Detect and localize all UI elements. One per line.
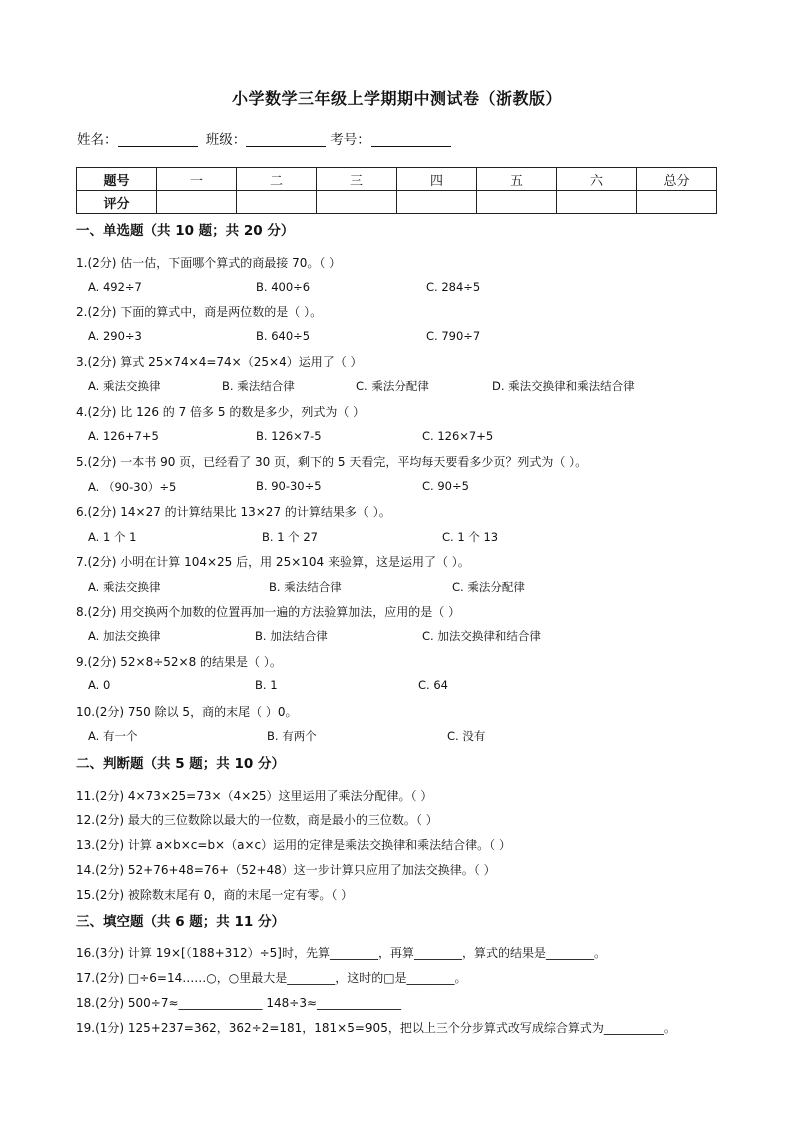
q1-option-b: B. 400÷6 — [256, 280, 311, 294]
number-field[interactable] — [371, 132, 451, 147]
question-5: 5.(2分) 一本书 90 页，已经看了 30 页，剩下的 5 天看完，平均每天要看多少页？列式为（ ）。 — [76, 455, 588, 469]
question-11: 11.(2分) 4×73×25=73×（4×25）这里运用了乘法分配律。（ ） — [76, 789, 433, 803]
q1-option-c: C. 284÷5 — [426, 280, 481, 294]
q9-option-b: B. 1 — [255, 678, 278, 692]
question-17: 17.(2分) □÷6=14……○，○里最大是________，这时的□是________。 — [76, 971, 467, 985]
score-cell[interactable] — [397, 191, 477, 214]
score-header-cell: 四 — [397, 168, 477, 191]
student-info-row — [77, 128, 455, 148]
q9-option-a: A. 0 — [88, 678, 111, 692]
q7-option-a: A. 乘法交换律 — [88, 580, 161, 594]
q7-option-b: B. 乘法结合律 — [269, 580, 342, 594]
q8-option-a: A. 加法交换律 — [88, 629, 161, 643]
question-7: 7.(2分) 小明在计算 104×25 后，用 25×104 来验算，这是运用了（ ）。 — [76, 555, 470, 569]
q8-option-b: B. 加法结合律 — [255, 629, 328, 643]
score-cell[interactable] — [317, 191, 397, 214]
question-6: 6.(2分) 14×27 的计算结果比 13×27 的计算结果多（ ）。 — [76, 505, 391, 519]
score-header-cell: 六 — [557, 168, 637, 191]
class-label: 班级： — [205, 132, 247, 148]
q6-option-b: B. 1 个 27 — [262, 530, 318, 544]
q10-option-b: B. 有两个 — [267, 729, 317, 743]
q5-option-b: B. 90-30÷5 — [256, 479, 322, 493]
q2-option-c: C. 790÷7 — [426, 329, 481, 343]
question-16: 16.(3分) 计算 19×[（188+312）÷5]时，先算________，再算________，算式的结果是________。 — [76, 946, 606, 960]
score-cell[interactable] — [557, 191, 637, 214]
score-cell[interactable] — [157, 191, 237, 214]
question-8: 8.(2分) 用交换两个加数的位置再加一遍的方法验算加法，应用的是（ ） — [76, 605, 461, 619]
question-9: 9.(2分) 52×8÷52×8 的结果是（ ）。 — [76, 655, 282, 669]
q6-option-c: C. 1 个 13 — [442, 530, 499, 544]
score-header-cell: 三 — [317, 168, 397, 191]
question-2: 2.(2分) 下面的算式中，商是两位数的是（ ）。 — [76, 305, 323, 319]
score-cell[interactable] — [637, 191, 717, 214]
q4-option-a: A. 126+7+5 — [88, 429, 159, 443]
q4-option-b: B. 126×7-5 — [256, 429, 322, 443]
score-table-header-row — [77, 168, 717, 191]
q3-option-d: D. 乘法交换律和乘法结合律 — [492, 379, 635, 393]
q9-option-c: C. 64 — [418, 678, 448, 692]
score-header-cell: 一 — [157, 168, 237, 191]
q10-option-c: C. 没有 — [447, 729, 486, 743]
score-cell[interactable] — [477, 191, 557, 214]
q4-option-c: C. 126×7+5 — [422, 429, 494, 443]
name-field[interactable] — [118, 132, 198, 147]
score-header-cell: 五 — [477, 168, 557, 191]
class-field[interactable] — [246, 132, 326, 147]
section-heading-single-choice: 一、单选题（共 10 题；共 20 分） — [76, 223, 295, 239]
question-10: 10.(2分) 750 除以 5，商的末尾（ ）0。 — [76, 705, 298, 719]
score-header-cell: 题号 — [77, 168, 157, 191]
q1-option-a: A. 492÷7 — [88, 280, 142, 294]
q3-option-a: A. 乘法交换律 — [88, 379, 161, 393]
question-14: 14.(2分) 52+76+48=76+（52+48）这一步计算只应用了加法交换律。（ ） — [76, 863, 496, 877]
question-15: 15.(2分) 被除数末尾有 0，商的末尾一定有零。（ ） — [76, 888, 354, 902]
number-label: 考号： — [330, 132, 371, 148]
q2-option-a: A. 290÷3 — [88, 329, 142, 343]
score-table-score-row — [77, 191, 717, 214]
score-header-cell: 总分 — [637, 168, 717, 191]
section-heading-true-false: 二、判断题（共 5 题；共 10 分） — [76, 756, 285, 772]
q3-option-c: C. 乘法分配律 — [356, 379, 429, 393]
score-header-cell: 二 — [237, 168, 317, 191]
q10-option-a: A. 有一个 — [88, 729, 138, 743]
question-13: 13.(2分) 计算 a×b×c=b×（a×c）运用的定律是乘法交换律和乘法结合律。（ ） — [76, 838, 511, 852]
q5-option-a: A. （90-30）÷5 — [88, 480, 177, 494]
score-table — [76, 167, 717, 214]
q6-option-a: A. 1 个 1 — [88, 530, 137, 544]
q7-option-c: C. 乘法分配律 — [452, 580, 525, 594]
question-18: 18.(2分) 500÷7≈______________ 148÷3≈______________ — [76, 996, 402, 1010]
q8-option-c: C. 加法交换律和结合律 — [422, 629, 541, 643]
name-label: 姓名： — [77, 132, 118, 148]
q3-option-b: B. 乘法结合律 — [222, 379, 295, 393]
question-12: 12.(2分) 最大的三位数除以最大的一位数，商是最小的三位数。（ ） — [76, 813, 438, 827]
page-title: 小学数学三年级上学期期中测试卷（浙教版） — [231, 89, 562, 108]
question-4: 4.(2分) 比 126 的 7 倍多 5 的数是多少，列式为（ ） — [76, 405, 366, 419]
question-19: 19.(1分) 125+237=362，362÷2=181，181×5=905，把以上三个分步算式改写成综合算式为__________。 — [76, 1021, 676, 1035]
q5-option-c: C. 90÷5 — [422, 479, 469, 493]
q2-option-b: B. 640÷5 — [256, 329, 311, 343]
question-1: 1.(2分) 估一估，下面哪个算式的商最接 70。（ ） — [76, 256, 342, 270]
question-3: 3.(2分) 算式 25×74×4=74×（25×4）运用了（ ） — [76, 355, 363, 369]
section-heading-fill-blank: 三、填空题（共 6 题；共 11 分） — [76, 914, 285, 930]
score-row-label: 评分 — [77, 191, 157, 214]
score-cell[interactable] — [237, 191, 317, 214]
